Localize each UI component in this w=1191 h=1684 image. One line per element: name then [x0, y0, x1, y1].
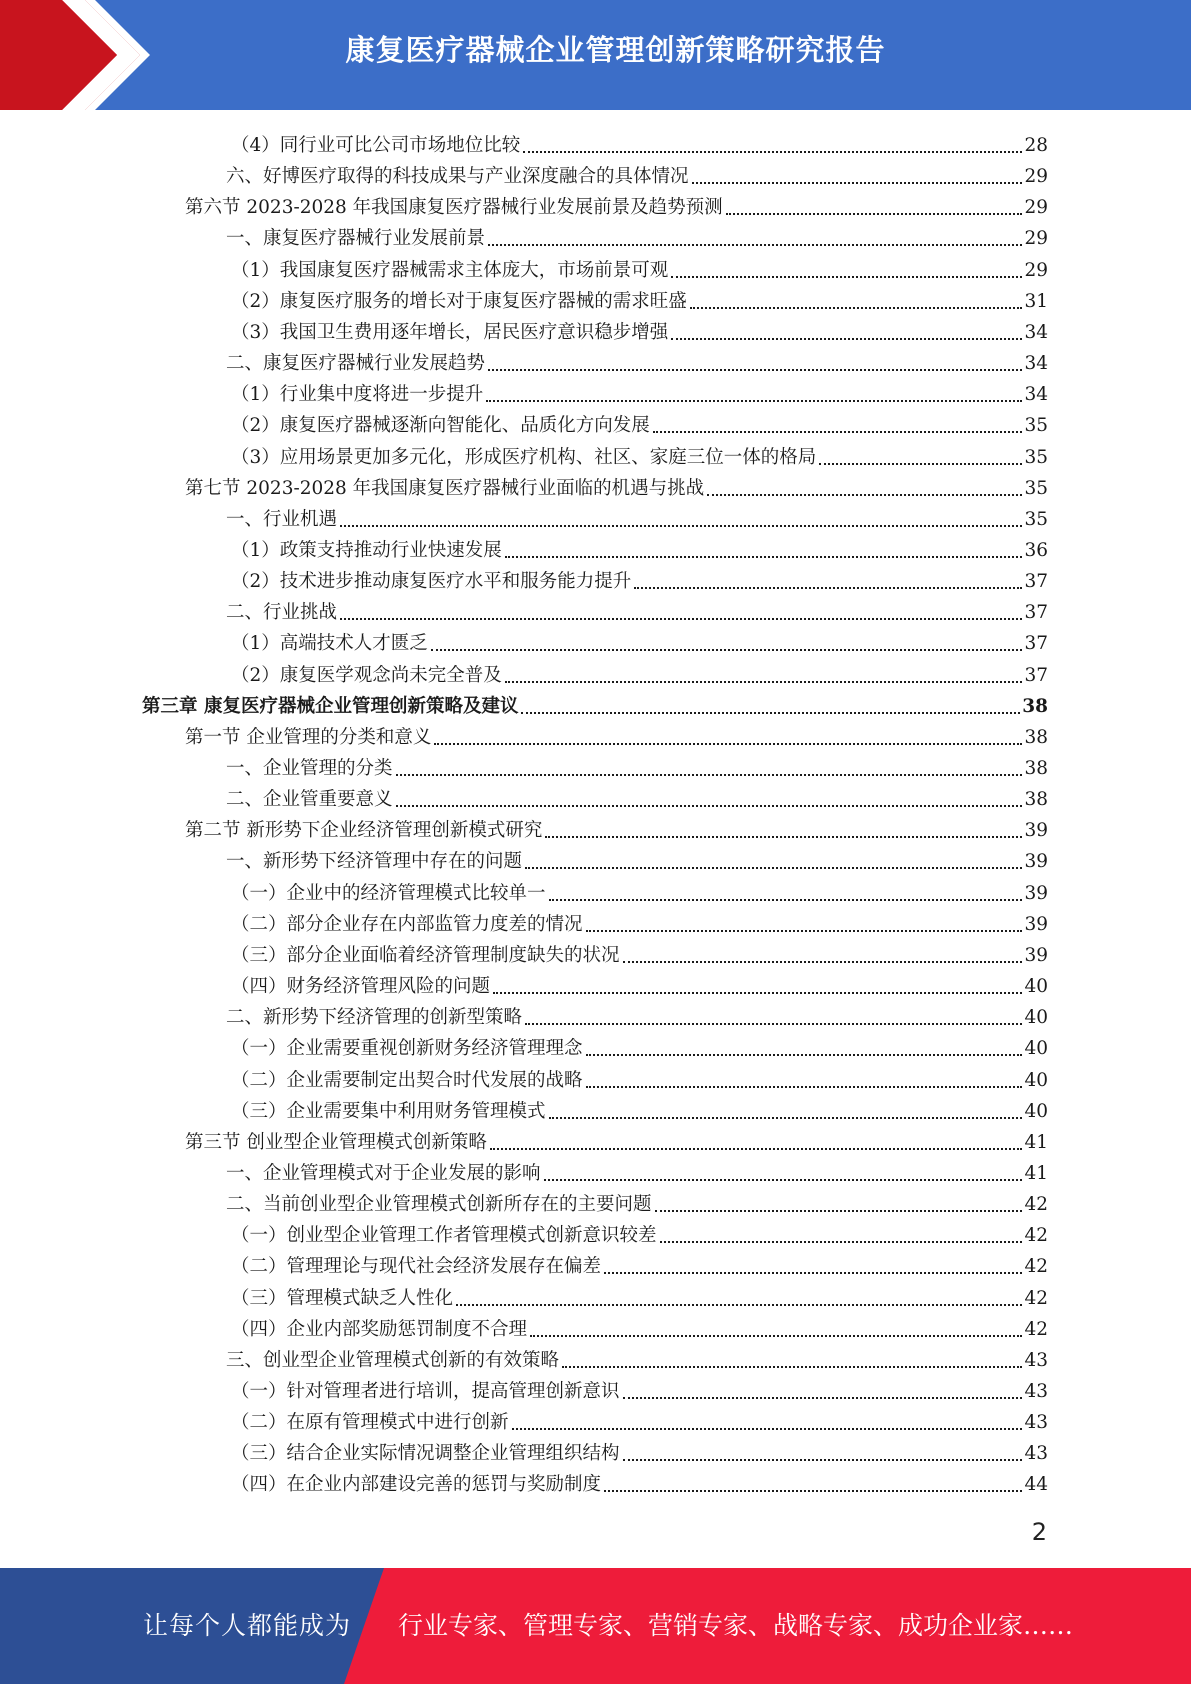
- toc-entry[interactable]: [231, 376, 1048, 407]
- toc-entry-page: 40: [1024, 1100, 1048, 1122]
- toc-entry[interactable]: [185, 470, 1048, 501]
- toc-entry[interactable]: [226, 345, 1048, 376]
- toc-dot-leader: [819, 462, 1022, 465]
- toc-entry-label: （四）企业内部奖励惩罚制度不合理: [231, 1318, 528, 1340]
- toc-entry-label: （二）在原有管理模式中进行创新: [231, 1412, 509, 1434]
- toc-dot-leader: [634, 586, 1022, 589]
- toc-entry[interactable]: [231, 625, 1048, 656]
- footer-slogan-right: 行业专家、管理专家、营销专家、战略专家、成功企业家……: [398, 1611, 1074, 1640]
- toc-entry-page: 29: [1024, 228, 1048, 250]
- toc-dot-leader: [486, 399, 1022, 402]
- toc-entry-page: 35: [1024, 508, 1048, 530]
- toc-dot-leader: [525, 1022, 1022, 1025]
- toc-entry[interactable]: [226, 843, 1048, 874]
- toc-dot-leader: [530, 1334, 1022, 1337]
- toc-entry[interactable]: [231, 1435, 1048, 1466]
- toc-dot-leader: [493, 991, 1022, 994]
- toc-entry-page: 42: [1024, 1194, 1048, 1216]
- toc-entry-page: 34: [1024, 353, 1048, 375]
- toc-entry-page: 44: [1024, 1474, 1048, 1496]
- toc-dot-leader: [505, 555, 1023, 558]
- toc-entry-label: （1）政策支持推动行业快速发展: [231, 539, 502, 561]
- toc-entry[interactable]: [185, 719, 1048, 750]
- toc-entry-label: 第六节 2023-2028 年我国康复医疗器械行业发展前景及趋势预测: [185, 197, 723, 219]
- toc-entry[interactable]: [226, 1186, 1048, 1217]
- toc-entry-label: （一）企业需要重视创新财务经济管理理念: [231, 1038, 583, 1060]
- toc-dot-leader: [707, 493, 1022, 496]
- toc-dot-leader: [623, 1458, 1023, 1461]
- toc-dot-leader: [340, 524, 1022, 527]
- toc-entry[interactable]: [231, 252, 1048, 283]
- page-number: 2: [1031, 1518, 1047, 1546]
- toc-entry-page: 39: [1024, 944, 1048, 966]
- toc-entry-label: 第三章 康复医疗器械企业管理创新策略及建议: [142, 695, 519, 717]
- footer-slogan-left: 让每个人都能成为: [143, 1611, 352, 1640]
- toc-entry-page: 37: [1024, 571, 1048, 593]
- toc-entry-label: （一）针对管理者进行培训，提高管理创新意识: [231, 1381, 620, 1402]
- toc-entry-page: 42: [1024, 1225, 1048, 1247]
- toc-entry-label: 六、好博医疗取得的科技成果与产业深度融合的具体情况: [226, 166, 689, 188]
- toc-entry-page: 36: [1024, 539, 1048, 561]
- toc-entry-page: 39: [1024, 882, 1048, 904]
- toc-entry[interactable]: [231, 1311, 1048, 1342]
- toc-entry[interactable]: [231, 1062, 1048, 1093]
- toc-entry[interactable]: [231, 407, 1048, 438]
- toc-dot-leader: [488, 368, 1022, 371]
- toc-dot-leader: [660, 1240, 1023, 1243]
- toc-entry-label: 二、行业挑战: [226, 602, 338, 624]
- toc-entry[interactable]: [226, 220, 1048, 251]
- toc-entry-label: （2）康复医学观念尚未完全普及: [231, 664, 502, 686]
- toc-entry-label: 一、行业机遇: [226, 508, 338, 530]
- toc-dot-leader: [488, 243, 1022, 246]
- toc-entry-label: （一）创业型企业管理工作者管理模式创新意识较差: [231, 1225, 657, 1247]
- toc-entry[interactable]: [231, 937, 1048, 968]
- toc-dot-leader: [604, 1489, 1022, 1492]
- toc-dot-leader: [671, 275, 1022, 278]
- toc-entry-label: 三、创业型企业管理模式创新的有效策略: [226, 1349, 560, 1371]
- toc-dot-leader: [726, 212, 1023, 215]
- toc-entry-label: （四）在企业内部建设完善的惩罚与奖励制度: [231, 1474, 602, 1496]
- toc-entry-label: 一、新形势下经济管理中存在的问题: [226, 851, 523, 873]
- toc-entry-label: 二、企业管重要意义: [226, 789, 393, 811]
- toc-dot-leader: [604, 1271, 1022, 1274]
- toc-dot-leader: [340, 617, 1022, 620]
- toc-entry[interactable]: [231, 283, 1048, 314]
- toc-entry-label: （四）财务经济管理风险的问题: [231, 976, 491, 998]
- toc-entry-page: 42: [1024, 1256, 1048, 1278]
- toc-entry-page: 40: [1024, 976, 1048, 998]
- toc-entry-label: 第一节 企业管理的分类和意义: [185, 726, 432, 748]
- toc-dot-leader: [549, 1116, 1023, 1119]
- toc-entry[interactable]: [231, 1248, 1048, 1279]
- toc-dot-leader: [525, 866, 1022, 869]
- toc-dot-leader: [655, 1209, 1023, 1212]
- toc-entry-label: （二）企业需要制定出契合时代发展的战略: [231, 1069, 583, 1091]
- toc-entry-label: （1）行业集中度将进一步提升: [231, 384, 484, 406]
- toc-dot-leader: [653, 430, 1023, 433]
- report-title: 康复医疗器械企业管理创新策略研究报告: [345, 33, 886, 67]
- toc-entry[interactable]: [231, 968, 1048, 999]
- toc-dot-leader: [505, 680, 1023, 683]
- toc-entry[interactable]: [231, 906, 1048, 937]
- toc-entry[interactable]: [231, 314, 1048, 345]
- toc-dot-leader: [456, 1303, 1022, 1306]
- toc-entry-label: （三）结合企业实际情况调整企业管理组织结构: [231, 1443, 620, 1465]
- toc-entry-page: 42: [1024, 1318, 1048, 1340]
- toc-entry-label: （4）同行业可比公司市场地位比较: [231, 135, 521, 156]
- toc-dot-leader: [490, 1147, 1023, 1150]
- toc-dot-leader: [586, 929, 1023, 932]
- toc-entry-label: （2）技术进步推动康复医疗水平和服务能力提升: [231, 571, 632, 593]
- toc-entry-label: 一、康复医疗器械行业发展前景: [226, 228, 486, 250]
- toc-entry-page: 35: [1024, 477, 1048, 499]
- toc-dot-leader: [431, 648, 1023, 651]
- toc-entry-page: 28: [1024, 135, 1048, 156]
- toc-entry-page: 37: [1024, 664, 1048, 686]
- toc-dot-leader: [586, 1053, 1023, 1056]
- toc-entry[interactable]: [226, 750, 1048, 781]
- toc-entry-page: 38: [1024, 789, 1048, 811]
- toc-dot-leader: [586, 1085, 1023, 1088]
- toc-entry[interactable]: [226, 158, 1048, 189]
- toc-entry[interactable]: [231, 1280, 1048, 1311]
- toc-entry-page: 42: [1024, 1287, 1048, 1309]
- toc-entry-page: 40: [1024, 1069, 1048, 1091]
- toc-entry[interactable]: [231, 439, 1048, 470]
- toc-entry-page: 41: [1024, 1131, 1048, 1153]
- toc-entry-page: 29: [1024, 259, 1048, 281]
- page-footer: [0, 1568, 1191, 1684]
- toc-entry-page: 38: [1024, 758, 1048, 779]
- toc-entry-label: 第三节 创业型企业管理模式创新策略: [185, 1131, 487, 1153]
- toc-entry-page: 43: [1024, 1443, 1048, 1465]
- toc-dot-leader: [521, 711, 1020, 714]
- toc-entry-label: 第七节 2023-2028 年我国康复医疗器械行业面临的机遇与挑战: [185, 477, 705, 499]
- toc-entry[interactable]: [231, 1093, 1048, 1124]
- toc-entry-page: 29: [1024, 166, 1048, 188]
- toc-entry-page: 41: [1024, 1162, 1048, 1184]
- toc-dot-leader: [434, 742, 1022, 745]
- toc-entry[interactable]: [226, 1342, 1048, 1373]
- toc-entry-label: （三）部分企业面临着经济管理制度缺失的状况: [231, 944, 620, 966]
- toc-entry-label: （二）部分企业存在内部监管力度差的情况: [231, 913, 583, 935]
- toc-entry[interactable]: [231, 127, 1048, 158]
- toc-dot-leader: [692, 181, 1023, 184]
- toc-entry-page: 39: [1024, 820, 1048, 842]
- toc-entry[interactable]: [231, 1373, 1048, 1404]
- toc-dot-leader: [396, 804, 1023, 807]
- toc-entry-page: 35: [1024, 446, 1048, 468]
- toc-entry-page: 34: [1024, 321, 1048, 343]
- toc-entry[interactable]: [226, 594, 1048, 625]
- toc-entry[interactable]: [226, 999, 1048, 1030]
- toc-entry-label: 二、当前创业型企业管理模式创新所存在的主要问题: [226, 1194, 652, 1216]
- toc-dot-leader: [671, 337, 1022, 340]
- toc-dot-leader: [690, 306, 1023, 309]
- toc-entry[interactable]: [231, 1404, 1048, 1435]
- toc-entry-label: （3）应用场景更加多元化，形成医疗机构、社区、家庭三位一体的格局: [231, 446, 817, 468]
- toc-entry-page: 37: [1024, 602, 1048, 624]
- toc-entry[interactable]: [226, 781, 1048, 812]
- toc-entry[interactable]: [231, 657, 1048, 688]
- toc-entry[interactable]: [231, 532, 1048, 563]
- toc-entry-page: 34: [1024, 384, 1048, 406]
- toc-entry[interactable]: [231, 1466, 1048, 1497]
- toc-entry[interactable]: [185, 1124, 1048, 1155]
- toc-dot-leader: [523, 150, 1022, 153]
- toc-entry[interactable]: [231, 1217, 1048, 1248]
- toc-entry-label: （三）管理模式缺乏人性化: [231, 1287, 454, 1309]
- toc-entry-label: 一、企业管理的分类: [226, 758, 393, 779]
- toc-entry-label: （3）我国卫生费用逐年增长，居民医疗意识稳步增强: [231, 321, 669, 343]
- toc-entry[interactable]: [226, 501, 1048, 532]
- toc-entry-page: 39: [1024, 851, 1048, 873]
- toc-entry[interactable]: [185, 189, 1048, 220]
- toc-entry-page: 39: [1024, 913, 1048, 935]
- toc-dot-leader: [396, 773, 1023, 776]
- toc-entry-page: 35: [1024, 415, 1048, 437]
- toc-entry-label: 第二节 新形势下企业经济管理创新模式研究: [185, 820, 543, 842]
- toc-entry-page: 40: [1024, 1007, 1048, 1029]
- toc-entry-page: 37: [1024, 633, 1048, 655]
- toc-dot-leader: [544, 1178, 1023, 1181]
- toc-entry[interactable]: [231, 1030, 1048, 1061]
- toc-entry[interactable]: [142, 688, 1048, 719]
- toc-entry-page: 43: [1024, 1412, 1048, 1434]
- toc-entry-label: （二）管理理论与现代社会经济发展存在偏差: [231, 1256, 602, 1278]
- toc-entry-page: 31: [1024, 290, 1048, 312]
- toc-entry-label: （一）企业中的经济管理模式比较单一: [231, 882, 546, 904]
- toc-entry-label: （三）企业需要集中利用财务管理模式: [231, 1100, 546, 1122]
- toc-dot-leader: [549, 898, 1023, 901]
- toc-dot-leader: [562, 1365, 1022, 1368]
- toc-entry-label: （2）康复医疗器械逐渐向智能化、品质化方向发展: [231, 415, 650, 437]
- toc-entry[interactable]: [226, 1155, 1048, 1186]
- toc-entry-label: 二、新形势下经济管理的创新型策略: [226, 1007, 523, 1029]
- toc-entry-page: 38: [1022, 695, 1048, 717]
- toc-entry-page: 40: [1024, 1038, 1048, 1060]
- toc-entry-label: （2）康复医疗服务的增长对于康复医疗器械的需求旺盛: [231, 290, 687, 312]
- toc-entry-label: （1）我国康复医疗器械需求主体庞大，市场前景可观: [231, 259, 669, 281]
- toc-entry-label: 二、康复医疗器械行业发展趋势: [226, 353, 486, 375]
- toc-entry-page: 29: [1024, 197, 1048, 219]
- toc-entry[interactable]: [231, 875, 1048, 906]
- toc-entry[interactable]: [231, 563, 1048, 594]
- toc-entry-page: 43: [1024, 1381, 1048, 1402]
- toc-entry-label: （1）高端技术人才匮乏: [231, 633, 428, 655]
- toc-entry[interactable]: [185, 812, 1048, 843]
- toc-dot-leader: [545, 835, 1022, 838]
- toc-entry-label: 一、企业管理模式对于企业发展的影响: [226, 1162, 541, 1184]
- toc-dot-leader: [623, 960, 1023, 963]
- toc-entry-page: 38: [1024, 726, 1048, 748]
- toc-dot-leader: [623, 1396, 1023, 1399]
- toc-entry-page: 43: [1024, 1349, 1048, 1371]
- page-header: [0, 0, 1191, 110]
- toc-dot-leader: [512, 1427, 1023, 1430]
